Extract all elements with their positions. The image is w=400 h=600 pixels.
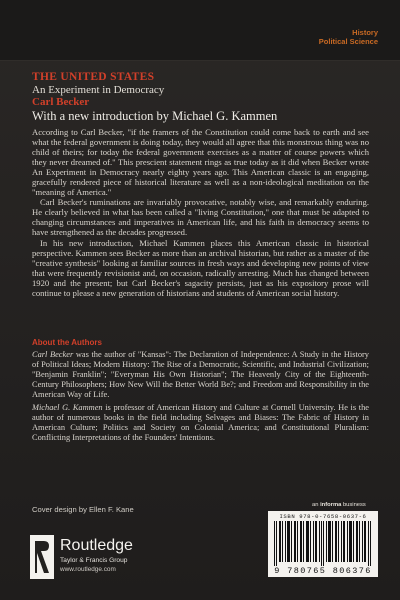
about-authors-heading: About the Authors — [32, 338, 102, 347]
blurb-paragraph-2: Carl Becker's ruminations are invariably provocative, notably wise, and remarkably enduring. He clearly believed in what has been called a "living Constitution," one that must be adapted to changing circumstances and imperatives in American life, and his faith in democracy seems to have strengthened as the decades progressed. — [32, 197, 369, 238]
blurb-paragraph-1: According to Carl Becker, "if the framers of the Constitution could come back to earth and see what the federal government is doing today, they would all agree that this monstrous thing was no child of theirs; for today the federal government exercises as a matter of course powers which they never dreamed of." This prescient statement rings as true today as it did when Becker wrote An Experiment in Democracy nearly eighty years ago. This American classic is an engaging, gracefully rendered piece of historical literature as well as a non-ideological meditation on the "meaning of America." — [32, 127, 369, 198]
about-kammen — [32, 403, 369, 443]
book-subtitle: An Experiment in Democracy — [32, 84, 165, 96]
routledge-logo-icon — [30, 535, 54, 579]
subject-history: History — [352, 28, 378, 37]
informa-prefix: an — [312, 502, 321, 508]
cover-design-credit: Cover design by Ellen F. Kane — [32, 505, 134, 514]
isbn-number: ISBN 978-0-7658-0637-6 — [279, 513, 367, 520]
informa-suffix: business — [341, 502, 366, 508]
barcode-panel — [268, 511, 378, 577]
subject-political-science: Political Science — [318, 37, 378, 46]
kammen-bio: is professor of American History and Culture at Cornell University. He is the author of numerous books in the field including Selvages and Biases: The Fabric of History in American Culture; Politics and Society on Colonial America; and Constitutional Pluralism: Conflicting Interpretations of the Founders' Intentions. — [32, 402, 369, 442]
book-author: Carl Becker — [32, 96, 90, 108]
publisher-url: www.routledge.com — [60, 566, 116, 573]
blurb-paragraph-3: In his new introduction, Michael Kammen places this American classic in historical perspective. Kammen sees Becker as more than an archival historian, but rather as a master of the "creative synthesis" looking at familiar sources in fresh ways and developing new points of view that were frequently revisionist and, on occasion, radically arresting. Much has changed between 1920 and the present; but Carl Becker's sagacity persists, just as his expository prose will continue to please a new generation of historians and students of American social history. — [32, 237, 369, 298]
informa-business-label — [312, 502, 366, 508]
about-authors — [32, 350, 369, 446]
book-title: THE UNITED STATES — [32, 71, 155, 83]
blurb — [32, 127, 369, 298]
becker-name: Carl Becker — [32, 350, 74, 359]
kammen-name: Michael G. Kammen — [32, 402, 103, 412]
publisher-group: Taylor & Francis Group — [60, 557, 128, 564]
about-becker — [32, 350, 369, 400]
becker-bio: was the author of "Kansas": The Declaration of Independence: A Study in the History of Political Ideas; Modern History: The Rise of a Democratic, Scientific, and Industrial Civilization; "Benjamin Franklin"; "Everyman His Own Historian"; The Heavenly City of the Eighteenth-Century Philosophers; How New Will the Better World Be?; and Freedom and Responsibility in the American Way of Life. — [32, 350, 369, 399]
barcode-icon — [272, 521, 374, 566]
subject-categories — [319, 28, 378, 46]
informa-brand: informa — [320, 502, 342, 508]
introduction-credit: With a new introduction by Michael G. Kammen — [32, 109, 278, 123]
barcode-digits: 9 780765 806376 — [274, 566, 372, 576]
publisher-name: Routledge — [60, 537, 133, 554]
